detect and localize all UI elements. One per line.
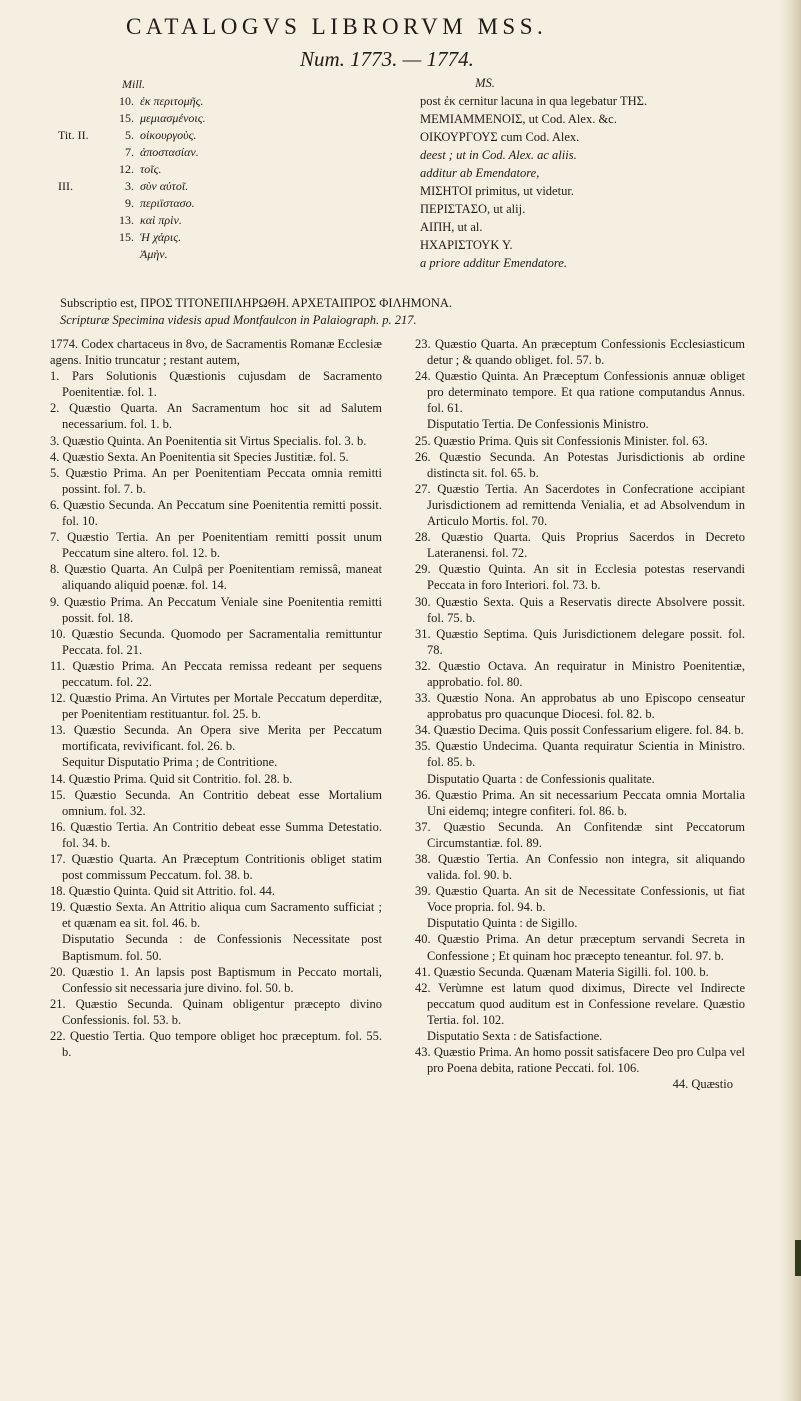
collation-title: Tit. II. bbox=[58, 128, 89, 142]
catalogue-column-right bbox=[415, 336, 745, 1092]
catalogue-entry: 3. Quæstio Quinta. An Poenitentia sit Virtus Specialis. fol. 3. b. bbox=[50, 433, 367, 448]
collation-reading: καὶ πρὶν. bbox=[140, 213, 182, 227]
subscription bbox=[60, 295, 760, 329]
catalogue-entry: 23. Quæstio Quarta. An præceptum Confessionis Ecclesiasticum detur ; & quando obliget. fol. 57. b. bbox=[415, 337, 745, 368]
collation-note: additur ab Emendatore, bbox=[420, 166, 540, 180]
disputatio-heading: Sequitur Disputatio Prima ; de Contritione. bbox=[62, 755, 278, 770]
catalogue-entry: 7. Quæstio Tertia. An per Poenitentiam remitti possit unum Peccatum sine altero. fol. 12. b. bbox=[50, 530, 382, 561]
disputatio-heading: Disputatio Quarta : de Confessionis qualitate. bbox=[427, 771, 655, 786]
catalogue-entry: 30. Quæstio Sexta. Quis a Reservatis directe Absolvere possit. fol. 75. b. bbox=[415, 594, 745, 625]
running-head: CATALOGVS LIBRORVM MSS. bbox=[126, 14, 548, 39]
catalogue-entry: 1. Pars Solutionis Quæstionis cujusdam de Sacramento Poenitentiæ. fol. 1. bbox=[50, 369, 382, 400]
collation-title: III. bbox=[58, 179, 73, 193]
catalogue-entry: 38. Quæstio Tertia. An Confessio non integra, sit aliquando valida. fol. 90. b. bbox=[415, 852, 745, 883]
catalogue-entry: 14. Quæstio Prima. Quid sit Contritio. fol. 28. b. bbox=[50, 771, 293, 786]
collation-verse: 5. bbox=[125, 128, 134, 142]
catalogue-entry: 15. Quæstio Secunda. An Contritio debeat esse Mortalium omnium. fol. 32. bbox=[50, 787, 382, 818]
collation-verse: 7. bbox=[125, 145, 134, 159]
collation-reading: περιϊστασο. bbox=[140, 196, 195, 210]
catalogue-entry: 4. Quæstio Sexta. An Poenitentia sit Species Justitiæ. fol. 5. bbox=[50, 449, 349, 464]
disputatio-heading: Disputatio Tertia. De Confessionis Ministro. bbox=[427, 417, 649, 432]
catalogue-entry: 13. Quæstio Secunda. An Opera sive Merita per Peccatum mortificata, revivificant. fol. 26. b. bbox=[50, 723, 382, 754]
catalogue-entry: 29. Quæstio Quinta. An sit in Ecclesia potestas reservandi Peccata in foro Interiori. fol. 73. b. bbox=[415, 562, 745, 593]
catalogue-entry: 32. Quæstio Octava. An requiratur in Ministro Poenitentiæ, approbatio. fol. 80. bbox=[415, 658, 745, 689]
catalogue-entry: 19. Quæstio Sexta. An Attritio aliqua cum Sacramento sufficiat ; et quænam ea sit. fol. 46. b. bbox=[50, 900, 382, 931]
catalogue-entry: 18. Quæstio Quinta. Quid sit Attritio. fol. 44. bbox=[50, 884, 276, 899]
collation-verse: 10. bbox=[119, 94, 134, 108]
collation-verse: 15. bbox=[119, 230, 134, 244]
catalogue-entry: 24. Quæstio Quinta. An Præceptum Confessionis annuæ obliget pro determinato tempore. Et qua ratione computandus Annus. fol. 61. bbox=[415, 369, 745, 416]
collation-note: post ἐκ cernitur lacuna in qua legebatur ΤΗΣ. bbox=[420, 94, 648, 108]
catalogue-entry: 27. Quæstio Tertia. An Sacerdotes in Confecratione accipiant Jurisdictionem ad remittenda Venialia, et ad Absolvendum in Articulo Mortis. fol. 70. bbox=[415, 481, 745, 529]
catalogue-entry: 37. Quæstio Secunda. An Confitendæ sint Peccatorum Circumstantiæ. fol. 89. bbox=[415, 819, 745, 850]
collation-reading: ἀποστασίαν. bbox=[140, 145, 199, 159]
collation-note: ΑΙΠΗ, ut al. bbox=[420, 220, 483, 234]
collation-reading: Ἀμὴν. bbox=[140, 247, 168, 261]
collation-reading: οἰκουργοὺς. bbox=[140, 128, 197, 142]
catalogue-entry: 31. Quæstio Septima. Quis Jurisdictionem delegare possit. fol. 78. bbox=[415, 626, 745, 657]
page-edge bbox=[779, 0, 801, 1401]
catalogue-entry: 36. Quæstio Prima. An sit necessarium Peccata omnia Mortalia Uni eidemq; integre confiteri. fol. 86. b. bbox=[415, 787, 745, 818]
catalogue-entry: 20. Quæstio 1. An lapsis post Baptismum in Peccato mortali, Confessio sit necessaria jure divino. fol. 50. b. bbox=[50, 964, 382, 995]
collation-verse: 12. bbox=[119, 162, 134, 176]
collation-note: deest ; ut in Cod. Alex. ac aliis. bbox=[420, 148, 577, 162]
catalogue-entry: 21. Quæstio Secunda. Quinam obligentur præcepto divino Confessionis. fol. 53. b. bbox=[50, 996, 382, 1027]
catalogue-entry: 25. Quæstio Prima. Quis sit Confessionis Minister. fol. 63. bbox=[415, 433, 708, 448]
catalogue-entry: 42. Verùmne est latum quod diximus, Directe vel Indirecte peccatum quod auditum est in Confessione revelare. Quæstio Tertia. fol. 102. bbox=[415, 980, 745, 1027]
disputatio-heading: Disputatio Sexta : de Satisfactione. bbox=[427, 1029, 603, 1044]
catchword: 44. Quæstio bbox=[672, 1077, 733, 1092]
catalogue-entry: 12. Quæstio Prima. An Virtutes per Mortale Peccatum deperditæ, per Poenitentiam restituantur. fol. 25. b. bbox=[50, 691, 382, 722]
collation-note: ΜΕΜΙΑΜΜΕΝΟΙΣ, ut Cod. Alex. &c. bbox=[420, 112, 617, 126]
disputatio-heading: Disputatio Quinta : de Sigillo. bbox=[427, 916, 578, 931]
collation-note: ΜΙΣΗΤΟΙ primitus, ut videtur. bbox=[420, 184, 574, 198]
collation-note: a priore additur Emendatore. bbox=[420, 256, 567, 270]
collation-reading: τοῖς. bbox=[140, 162, 162, 176]
disputatio-heading: Disputatio Secunda : de Confessionis Necessitate post Baptismum. fol. 50. bbox=[62, 932, 382, 963]
catalogue-entry: 11. Quæstio Prima. An Peccata remissa redeant per sequens peccatum. fol. 22. bbox=[50, 658, 382, 689]
collation-left-heading: Mill. bbox=[122, 77, 145, 91]
catalogue-entry: 34. Quæstio Decima. Quis possit Confessarium eligere. fol. 84. b. bbox=[415, 723, 744, 738]
catalogue-entry: 43. Quæstio Prima. An homo possit satisfacere Deo pro Culpa vel pro Poena debita, ratione Peccati. fol. 106. bbox=[415, 1045, 745, 1076]
subscription-line: Scripturæ Specimina videsis apud Montfaulcon in Palaiograph. p. 217. bbox=[60, 313, 417, 327]
catalogue-entry: 17. Quæstio Quarta. An Præceptum Contritionis obliget statim post commissum Peccatum. fol. 38. b. bbox=[50, 852, 382, 883]
collation-right-heading: MS. bbox=[475, 76, 495, 90]
collation-note: ΠΕΡΙΣΤΑΣΟ, ut alij. bbox=[420, 202, 526, 216]
collation-verse: 3. bbox=[125, 179, 134, 193]
collation-reading: Ἡ χάρις. bbox=[140, 230, 182, 244]
catalogue-entry: 6. Quæstio Secunda. An Peccatum sine Poenitentia remitti possit. fol. 10. bbox=[50, 497, 382, 529]
collation-reading: μεμιασμένοις. bbox=[140, 111, 206, 125]
catalogue-entry: 9. Quæstio Prima. An Peccatum Veniale sine Poenitentia remitti possit. fol. 18. bbox=[50, 594, 382, 625]
page-edge-stain bbox=[795, 1240, 801, 1276]
codex-description: 1774. Codex chartaceus in 8vo, de Sacramentis Romanæ Ecclesiæ agens. Initio truncatur ; restant autem, bbox=[50, 337, 382, 368]
catalogue-entry: 26. Quæstio Secunda. An Potestas Jurisdictionis ab ordine distincta sit. fol. 65. b. bbox=[415, 449, 745, 480]
catalogue-entry: 28. Quæstio Quarta. Quis Proprius Sacerdos in Decreto Lateranensi. fol. 72. bbox=[415, 530, 745, 561]
catalogue-entry: 39. Quæstio Quarta. An sit de Necessitate Confessionis, ut fiat Voce propria. fol. 94. b. bbox=[415, 884, 745, 915]
collation-verse: 9. bbox=[125, 196, 134, 210]
catalogue-entry: 5. Quæstio Prima. An per Poenitentiam Peccata omnia remitti possint. fol. 7. b. bbox=[50, 465, 382, 496]
collation-verse: 13. bbox=[119, 213, 134, 227]
catalogue-column-left bbox=[50, 336, 382, 1060]
collation-note: ΗΧΑΡΙΣΤΟΥΚ Υ. bbox=[420, 238, 513, 252]
catalogue-entry: 2. Quæstio Quarta. An Sacramentum hoc sit ad Salutem necessarium. fol. 1. b. bbox=[50, 401, 382, 432]
collation-verse: 15. bbox=[119, 111, 134, 125]
catalogue-entry: 40. Quæstio Prima. An detur præceptum servandi Secreta in Confessione ; Et quinam hoc præcepto teneantur. fol. 97. b. bbox=[415, 932, 745, 963]
catalogue-entry: 22. Questio Tertia. Quo tempore obliget hoc præceptum. fol. 55. b. bbox=[50, 1029, 382, 1060]
number-range: Num. 1773. — 1774. bbox=[300, 47, 474, 71]
catalogue-entry: 35. Quæstio Undecima. Quanta requiratur Scientia in Ministro. fol. 85. b. bbox=[415, 739, 745, 770]
collation-note: ΟΙΚΟΥΡΓΟΥΣ cum Cod. Alex. bbox=[420, 130, 580, 144]
catalogue-entry: 16. Quæstio Tertia. An Contritio debeat esse Summa Detestatio. fol. 34. b. bbox=[50, 819, 382, 850]
catalogue-entry: 8. Quæstio Quarta. An Culpâ per Poenitentiam remissâ, maneat aliquando aliquid poenæ. fol. 14. bbox=[50, 562, 382, 593]
catalogue-entry: 10. Quæstio Secunda. Quomodo per Sacramentalia remittuntur Peccata. fol. 21. bbox=[50, 626, 382, 657]
catalogue-entry: 41. Quæstio Secunda. Quænam Materia Sigilli. fol. 100. b. bbox=[415, 964, 709, 979]
subscription-line: Subscriptio est, ΠΡΟΣ ΤΙΤΟΝΕΠΙΛΗΡΩΘΗ. ΑΡΧΕΤΑΙΠΡΟΣ ΦΙΛΗΜΟΝΑ. bbox=[60, 296, 453, 310]
collation-reading: ἐκ περιτομῆς. bbox=[140, 94, 204, 108]
catalogue-entry: 33. Quæstio Nona. An approbatus ab uno Episcopo censeatur approbatus pro quacunque Diocesi. fol. 82. b. bbox=[415, 691, 745, 722]
collation-right bbox=[420, 74, 750, 272]
collation-reading: σὺν αὐτοῖ. bbox=[140, 179, 189, 193]
